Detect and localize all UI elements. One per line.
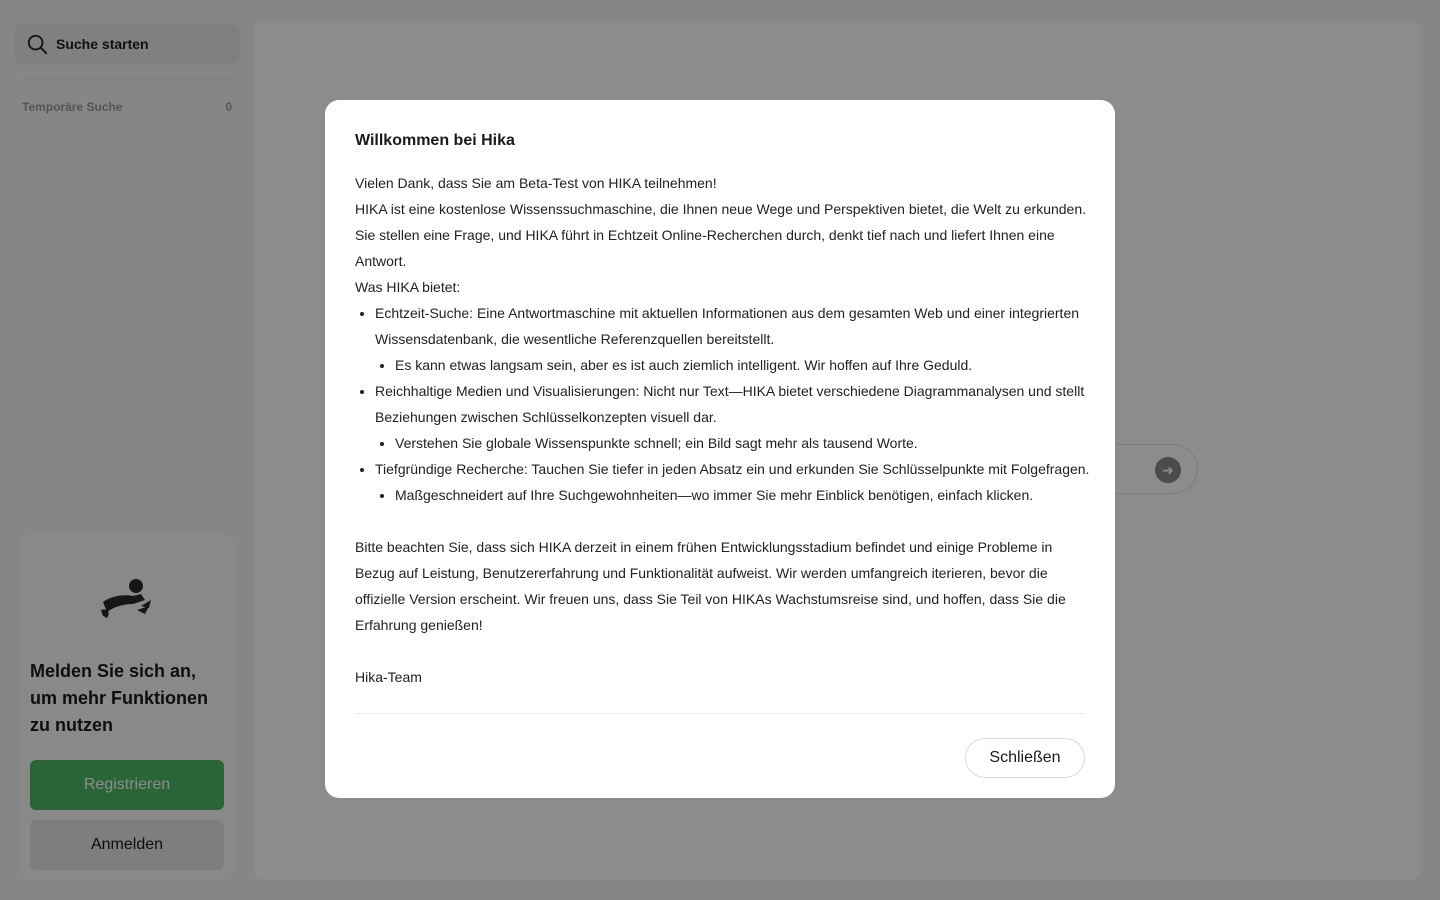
modal-title: Willkommen bei Hika <box>355 132 515 149</box>
intro-description: HIKA ist eine kostenlose Wissenssuchmaschine, die Ihnen neue Wege und Perspektiven bietet, die Welt zu erkunden. <box>355 201 1087 217</box>
modal-footer-divider <box>355 713 1085 714</box>
feature-text: Tiefgründige Recherche: Tauchen Sie tiefer in jeden Absatz ein und erkunden Sie Schlüsselpunkte mit Folgefragen. <box>375 461 1090 477</box>
close-button[interactable]: Schließen <box>965 738 1085 778</box>
feature-item <box>375 456 1090 508</box>
feature-subitem: • Verstehen Sie globale Wissenspunkte schnell; ein Bild sagt mehr als tausend Worte. <box>395 430 1090 456</box>
intro-features-heading: Was HIKA bietet: <box>355 279 461 295</box>
register-button[interactable]: Registrieren <box>30 760 224 810</box>
feature-text: Echtzeit-Suche: Eine Antwortmaschine mit aktuellen Informationen aus dem gesamten Web und einer integrierten Wissensdatenbank, die wesentliche Referenzquellen bereitstellt. <box>375 305 1080 347</box>
spacer <box>355 638 1090 664</box>
feature-item <box>375 378 1090 456</box>
start-search-label: Suche starten <box>56 36 149 52</box>
welcome-modal <box>325 100 1115 798</box>
intro-how-it-works: Sie stellen eine Frage, und HIKA führt in Echtzeit Online-Recherchen durch, denkt tief nach und liefert Ihnen eine Antwort. <box>355 227 1055 269</box>
feature-item <box>375 300 1090 378</box>
feature-subitem: • Es kann etwas langsam sein, aber es ist auch ziemlich intelligent. Wir hoffen auf Ihre Geduld. <box>395 352 1090 378</box>
feature-subitem: • Maßgeschneidert auf Ihre Suchgewohnheiten—wo immer Sie mehr Einblick benötigen, einfach klicken. <box>395 482 1090 508</box>
beta-notice: Bitte beachten Sie, dass sich HIKA derzeit in einem frühen Entwicklungsstadium befindet und einige Probleme in Bezug auf Leistung, Benutzererfahrung und Funktionalität aufweist. Wir werden umfangreich iterieren, bevor die offizielle Version erscheint. Wir freuen uns, dass Sie Teil von HIKAs Wachstumsreise sind, und hoffen, dass Sie die Erfahrung genießen! <box>355 539 1066 633</box>
temporary-search-label: Temporäre Suche <box>22 100 123 114</box>
modal-body <box>355 170 1090 690</box>
login-card-headline: Melden Sie sich an, um mehr Funktionen zu nutzen <box>30 661 209 735</box>
intro-thanks: Vielen Dank, dass Sie am Beta-Test von HIKA teilnehmen! <box>355 175 717 191</box>
arrow-right-icon[interactable]: ➜ <box>1155 457 1181 483</box>
spacer <box>355 508 1090 534</box>
temporary-search-count: 0 <box>225 100 232 114</box>
feature-list <box>355 300 1090 508</box>
feature-text: Reichhaltige Medien und Visualisierungen: Nicht nur Text—HIKA bietet verschiedene Diagrammanalysen und stellt Beziehungen zwischen Schlüsselkonzepten visuell dar. <box>375 383 1085 425</box>
modal-signature: Hika-Team <box>355 669 422 685</box>
login-button[interactable]: Anmelden <box>30 820 224 870</box>
